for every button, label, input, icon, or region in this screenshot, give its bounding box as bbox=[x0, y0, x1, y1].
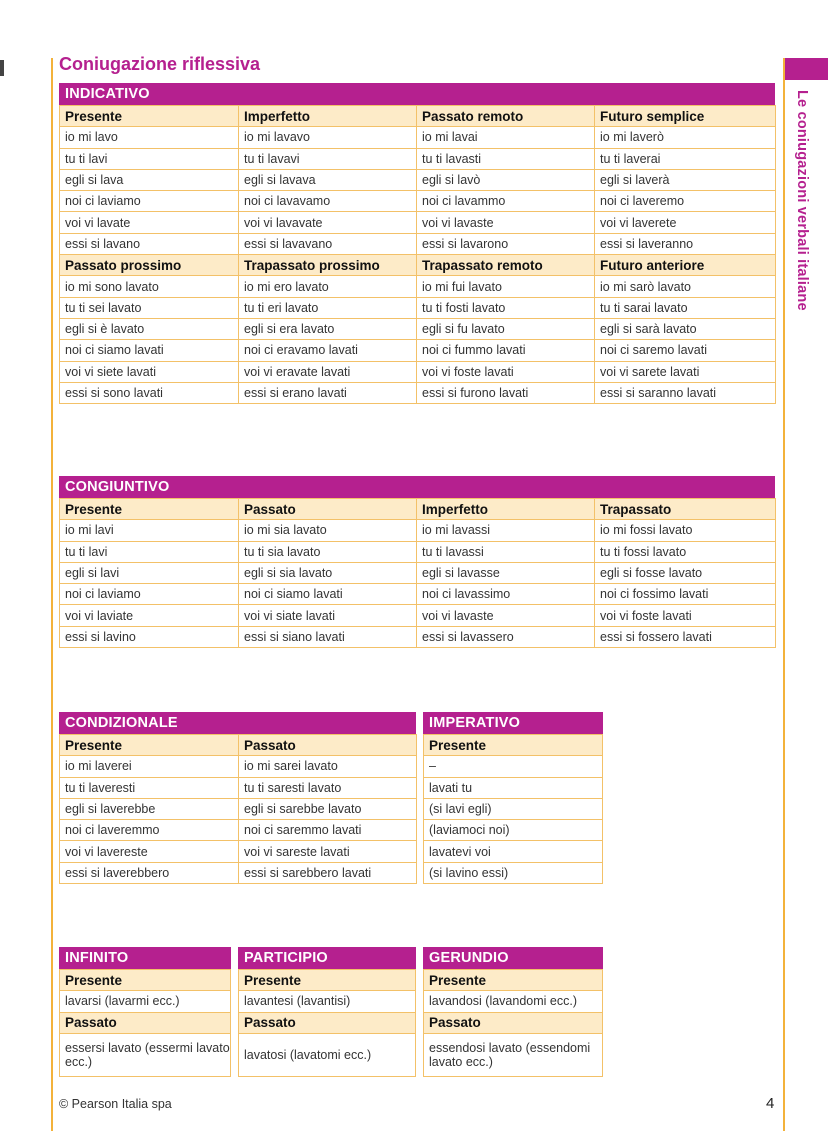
table-cell: essi si furono lavati bbox=[417, 382, 595, 403]
table-cell: noi ci lavammo bbox=[417, 191, 595, 212]
table-row bbox=[60, 756, 417, 777]
table-cell: tu ti lavasti bbox=[417, 148, 595, 169]
gerundio-passato-label: Passato bbox=[424, 1012, 603, 1033]
table-cell: essi si laverebbero bbox=[60, 862, 239, 883]
table-cell: noi ci laveremo bbox=[595, 191, 776, 212]
participio-header: PARTICIPIO bbox=[238, 947, 416, 969]
table-subheader-row bbox=[60, 735, 417, 756]
column-header: Trapassato remoto bbox=[417, 255, 595, 276]
table-cell: essi si fossero lavati bbox=[595, 626, 776, 647]
column-header: Presente bbox=[60, 735, 239, 756]
table-cell: essi si lavino bbox=[60, 626, 239, 647]
column-header: Passato bbox=[239, 735, 417, 756]
participio-block bbox=[238, 947, 416, 1077]
table-cell: tu ti sia lavato bbox=[239, 541, 417, 562]
table-cell: voi vi sareste lavati bbox=[239, 841, 417, 862]
table-cell: voi vi laviate bbox=[60, 605, 239, 626]
table-cell: noi ci lavavamo bbox=[239, 191, 417, 212]
table-cell: io mi sarei lavato bbox=[239, 756, 417, 777]
table-row bbox=[60, 541, 776, 562]
table-subheader-row bbox=[60, 499, 776, 520]
table-row bbox=[60, 361, 776, 382]
imperativo-header: IMPERATIVO bbox=[423, 712, 603, 734]
table-cell: essi si sono lavati bbox=[60, 382, 239, 403]
table-cell: egli si fosse lavato bbox=[595, 562, 776, 583]
table-cell: voi vi siete lavati bbox=[60, 361, 239, 382]
gerundio-header: GERUNDIO bbox=[423, 947, 603, 969]
table-cell: egli si lavasse bbox=[417, 562, 595, 583]
imperativo-block bbox=[423, 712, 603, 884]
condizionale-header: CONDIZIONALE bbox=[59, 712, 416, 734]
table-cell: lavati tu bbox=[424, 777, 603, 798]
table-cell: essi si siano lavati bbox=[239, 626, 417, 647]
infinito-passato: essersi lavato (essermi lavato ecc.) bbox=[60, 1033, 231, 1076]
table-cell: noi ci fossimo lavati bbox=[595, 584, 776, 605]
footer-copyright: © Pearson Italia spa bbox=[59, 1097, 172, 1111]
column-header: Presente bbox=[60, 499, 239, 520]
left-margin-rule bbox=[51, 58, 53, 1131]
table-cell: egli si sarebbe lavato bbox=[239, 798, 417, 819]
table-cell: voi vi lavate bbox=[60, 212, 239, 233]
table-cell: voi vi eravate lavati bbox=[239, 361, 417, 382]
table-cell: tu ti fossi lavato bbox=[595, 541, 776, 562]
table-row bbox=[60, 340, 776, 361]
indicativo-block bbox=[59, 83, 775, 404]
table-cell: tu ti lavassi bbox=[417, 541, 595, 562]
table-row bbox=[60, 626, 776, 647]
table-cell: essi si lavano bbox=[60, 233, 239, 254]
table-cell: noi ci laviamo bbox=[60, 584, 239, 605]
table-row bbox=[424, 862, 603, 883]
table-subheader-row bbox=[60, 255, 776, 276]
table-cell: tu ti fosti lavato bbox=[417, 297, 595, 318]
table-cell: essi si lavassero bbox=[417, 626, 595, 647]
table-cell: essi si erano lavati bbox=[239, 382, 417, 403]
side-label: Le coniugazioni verbali italiane bbox=[794, 90, 810, 311]
table-cell: tu ti sarai lavato bbox=[595, 297, 776, 318]
table-cell: egli si laverebbe bbox=[60, 798, 239, 819]
page-title: Coniugazione riflessiva bbox=[59, 54, 261, 74]
table-row bbox=[60, 862, 417, 883]
table-cell: essi si sarebbero lavati bbox=[239, 862, 417, 883]
infinito-presente-label: Presente bbox=[60, 970, 231, 991]
table-row bbox=[60, 276, 776, 297]
table-cell: egli si lavi bbox=[60, 562, 239, 583]
table-row bbox=[60, 148, 776, 169]
column-header: Passato bbox=[239, 499, 417, 520]
table-cell: noi ci fummo lavati bbox=[417, 340, 595, 361]
table-cell: egli si lava bbox=[60, 169, 239, 190]
table-cell: noi ci saremmo lavati bbox=[239, 820, 417, 841]
table-row bbox=[60, 318, 776, 339]
gerundio-presente-label: Presente bbox=[424, 970, 603, 991]
table-cell: noi ci lavassimo bbox=[417, 584, 595, 605]
table-cell: noi ci siamo lavati bbox=[60, 340, 239, 361]
table-cell: (laviamoci noi) bbox=[424, 820, 603, 841]
indicativo-table bbox=[59, 105, 776, 404]
column-header: Passato prossimo bbox=[60, 255, 239, 276]
table-cell: voi vi lavaste bbox=[417, 212, 595, 233]
table-cell: noi ci eravamo lavati bbox=[239, 340, 417, 361]
column-header: Trapassato prossimo bbox=[239, 255, 417, 276]
table-cell: egli si lavò bbox=[417, 169, 595, 190]
table-cell: voi vi siate lavati bbox=[239, 605, 417, 626]
participio-presente-label: Presente bbox=[239, 970, 416, 991]
table-cell: essi si lavavano bbox=[239, 233, 417, 254]
gerundio-presente: lavandosi (lavandomi ecc.) bbox=[424, 991, 603, 1012]
participio-presente: lavantesi (lavantisi) bbox=[239, 991, 416, 1012]
table-row bbox=[60, 169, 776, 190]
table-cell: egli si laverà bbox=[595, 169, 776, 190]
table-cell: io mi sono lavato bbox=[60, 276, 239, 297]
table-cell: tu ti saresti lavato bbox=[239, 777, 417, 798]
table-cell: io mi laverò bbox=[595, 127, 776, 148]
table-subheader-row bbox=[424, 735, 603, 756]
table-cell: egli si era lavato bbox=[239, 318, 417, 339]
table-row bbox=[424, 798, 603, 819]
participio-passato: lavatosi (lavatomi ecc.) bbox=[239, 1033, 416, 1076]
table-cell: noi ci siamo lavati bbox=[239, 584, 417, 605]
condizionale-block bbox=[59, 712, 416, 884]
table-cell: tu ti lavi bbox=[60, 541, 239, 562]
table-cell: io mi laverei bbox=[60, 756, 239, 777]
table-cell: tu ti lavavi bbox=[239, 148, 417, 169]
table-cell: tu ti laverai bbox=[595, 148, 776, 169]
congiuntivo-header: CONGIUNTIVO bbox=[59, 476, 775, 498]
table-row bbox=[60, 297, 776, 318]
table-row bbox=[424, 756, 603, 777]
column-header: Presente bbox=[424, 735, 603, 756]
congiuntivo-table bbox=[59, 498, 776, 648]
table-cell: tu ti sei lavato bbox=[60, 297, 239, 318]
imperativo-table bbox=[423, 734, 603, 884]
table-cell: noi ci laviamo bbox=[60, 191, 239, 212]
table-cell: io mi lavassi bbox=[417, 520, 595, 541]
table-row bbox=[424, 777, 603, 798]
table-cell: io mi lavi bbox=[60, 520, 239, 541]
column-header: Passato remoto bbox=[417, 106, 595, 127]
table-row bbox=[60, 777, 417, 798]
table-cell: io mi lavavo bbox=[239, 127, 417, 148]
side-tab bbox=[785, 58, 828, 80]
table-cell: voi vi foste lavati bbox=[595, 605, 776, 626]
table-cell: io mi fossi lavato bbox=[595, 520, 776, 541]
table-cell: tu ti laveresti bbox=[60, 777, 239, 798]
right-margin-rule bbox=[783, 58, 785, 1131]
table-cell: voi vi lavaste bbox=[417, 605, 595, 626]
table-cell: tu ti lavi bbox=[60, 148, 239, 169]
table-cell: (si lavi egli) bbox=[424, 798, 603, 819]
table-row bbox=[60, 605, 776, 626]
table-subheader-row bbox=[60, 106, 776, 127]
table-cell: io mi sarò lavato bbox=[595, 276, 776, 297]
table-cell: egli si fu lavato bbox=[417, 318, 595, 339]
table-row bbox=[60, 233, 776, 254]
table-cell: io mi ero lavato bbox=[239, 276, 417, 297]
participio-table bbox=[238, 969, 416, 1077]
table-row bbox=[60, 820, 417, 841]
table-cell: noi ci saremo lavati bbox=[595, 340, 776, 361]
table-row bbox=[60, 520, 776, 541]
table-row bbox=[60, 841, 417, 862]
column-header: Trapassato bbox=[595, 499, 776, 520]
indicativo-header: INDICATIVO bbox=[59, 83, 775, 105]
infinito-header: INFINITO bbox=[59, 947, 231, 969]
table-cell: egli si sia lavato bbox=[239, 562, 417, 583]
condizionale-table bbox=[59, 734, 417, 884]
participio-passato-label: Passato bbox=[239, 1012, 416, 1033]
infinito-table bbox=[59, 969, 231, 1077]
column-header: Imperfetto bbox=[417, 499, 595, 520]
page-number: 4 bbox=[766, 1095, 775, 1112]
table-row bbox=[60, 127, 776, 148]
table-cell: voi vi foste lavati bbox=[417, 361, 595, 382]
table-cell: (si lavino essi) bbox=[424, 862, 603, 883]
table-row bbox=[60, 798, 417, 819]
table-cell: voi vi lavereste bbox=[60, 841, 239, 862]
infinito-passato-label: Passato bbox=[60, 1012, 231, 1033]
table-cell: egli si sarà lavato bbox=[595, 318, 776, 339]
infinito-block bbox=[59, 947, 231, 1077]
table-row bbox=[60, 191, 776, 212]
column-header: Presente bbox=[60, 106, 239, 127]
gerundio-passato: essendosi lavato (essendomi lavato ecc.) bbox=[424, 1033, 603, 1076]
infinito-presente: lavarsi (lavarmi ecc.) bbox=[60, 991, 231, 1012]
table-cell: egli si lavava bbox=[239, 169, 417, 190]
column-header: Imperfetto bbox=[239, 106, 417, 127]
table-cell: voi vi sarete lavati bbox=[595, 361, 776, 382]
table-row bbox=[424, 841, 603, 862]
table-cell: io mi fui lavato bbox=[417, 276, 595, 297]
table-cell: lavatevi voi bbox=[424, 841, 603, 862]
congiuntivo-block bbox=[59, 476, 775, 648]
table-cell: io mi lavo bbox=[60, 127, 239, 148]
table-cell: voi vi lavavate bbox=[239, 212, 417, 233]
table-cell: egli si è lavato bbox=[60, 318, 239, 339]
column-header: Futuro anteriore bbox=[595, 255, 776, 276]
table-row bbox=[60, 212, 776, 233]
table-cell: essi si saranno lavati bbox=[595, 382, 776, 403]
corner-mark bbox=[0, 60, 4, 76]
table-cell: essi si laveranno bbox=[595, 233, 776, 254]
table-row bbox=[60, 382, 776, 403]
table-cell: io mi sia lavato bbox=[239, 520, 417, 541]
table-cell: essi si lavarono bbox=[417, 233, 595, 254]
table-cell: noi ci laveremmo bbox=[60, 820, 239, 841]
gerundio-block bbox=[423, 947, 603, 1077]
column-header: Futuro semplice bbox=[595, 106, 776, 127]
table-cell: – bbox=[424, 756, 603, 777]
table-cell: tu ti eri lavato bbox=[239, 297, 417, 318]
table-row bbox=[60, 562, 776, 583]
table-cell: voi vi laverete bbox=[595, 212, 776, 233]
table-row bbox=[60, 584, 776, 605]
gerundio-table bbox=[423, 969, 603, 1077]
table-row bbox=[424, 820, 603, 841]
table-cell: io mi lavai bbox=[417, 127, 595, 148]
